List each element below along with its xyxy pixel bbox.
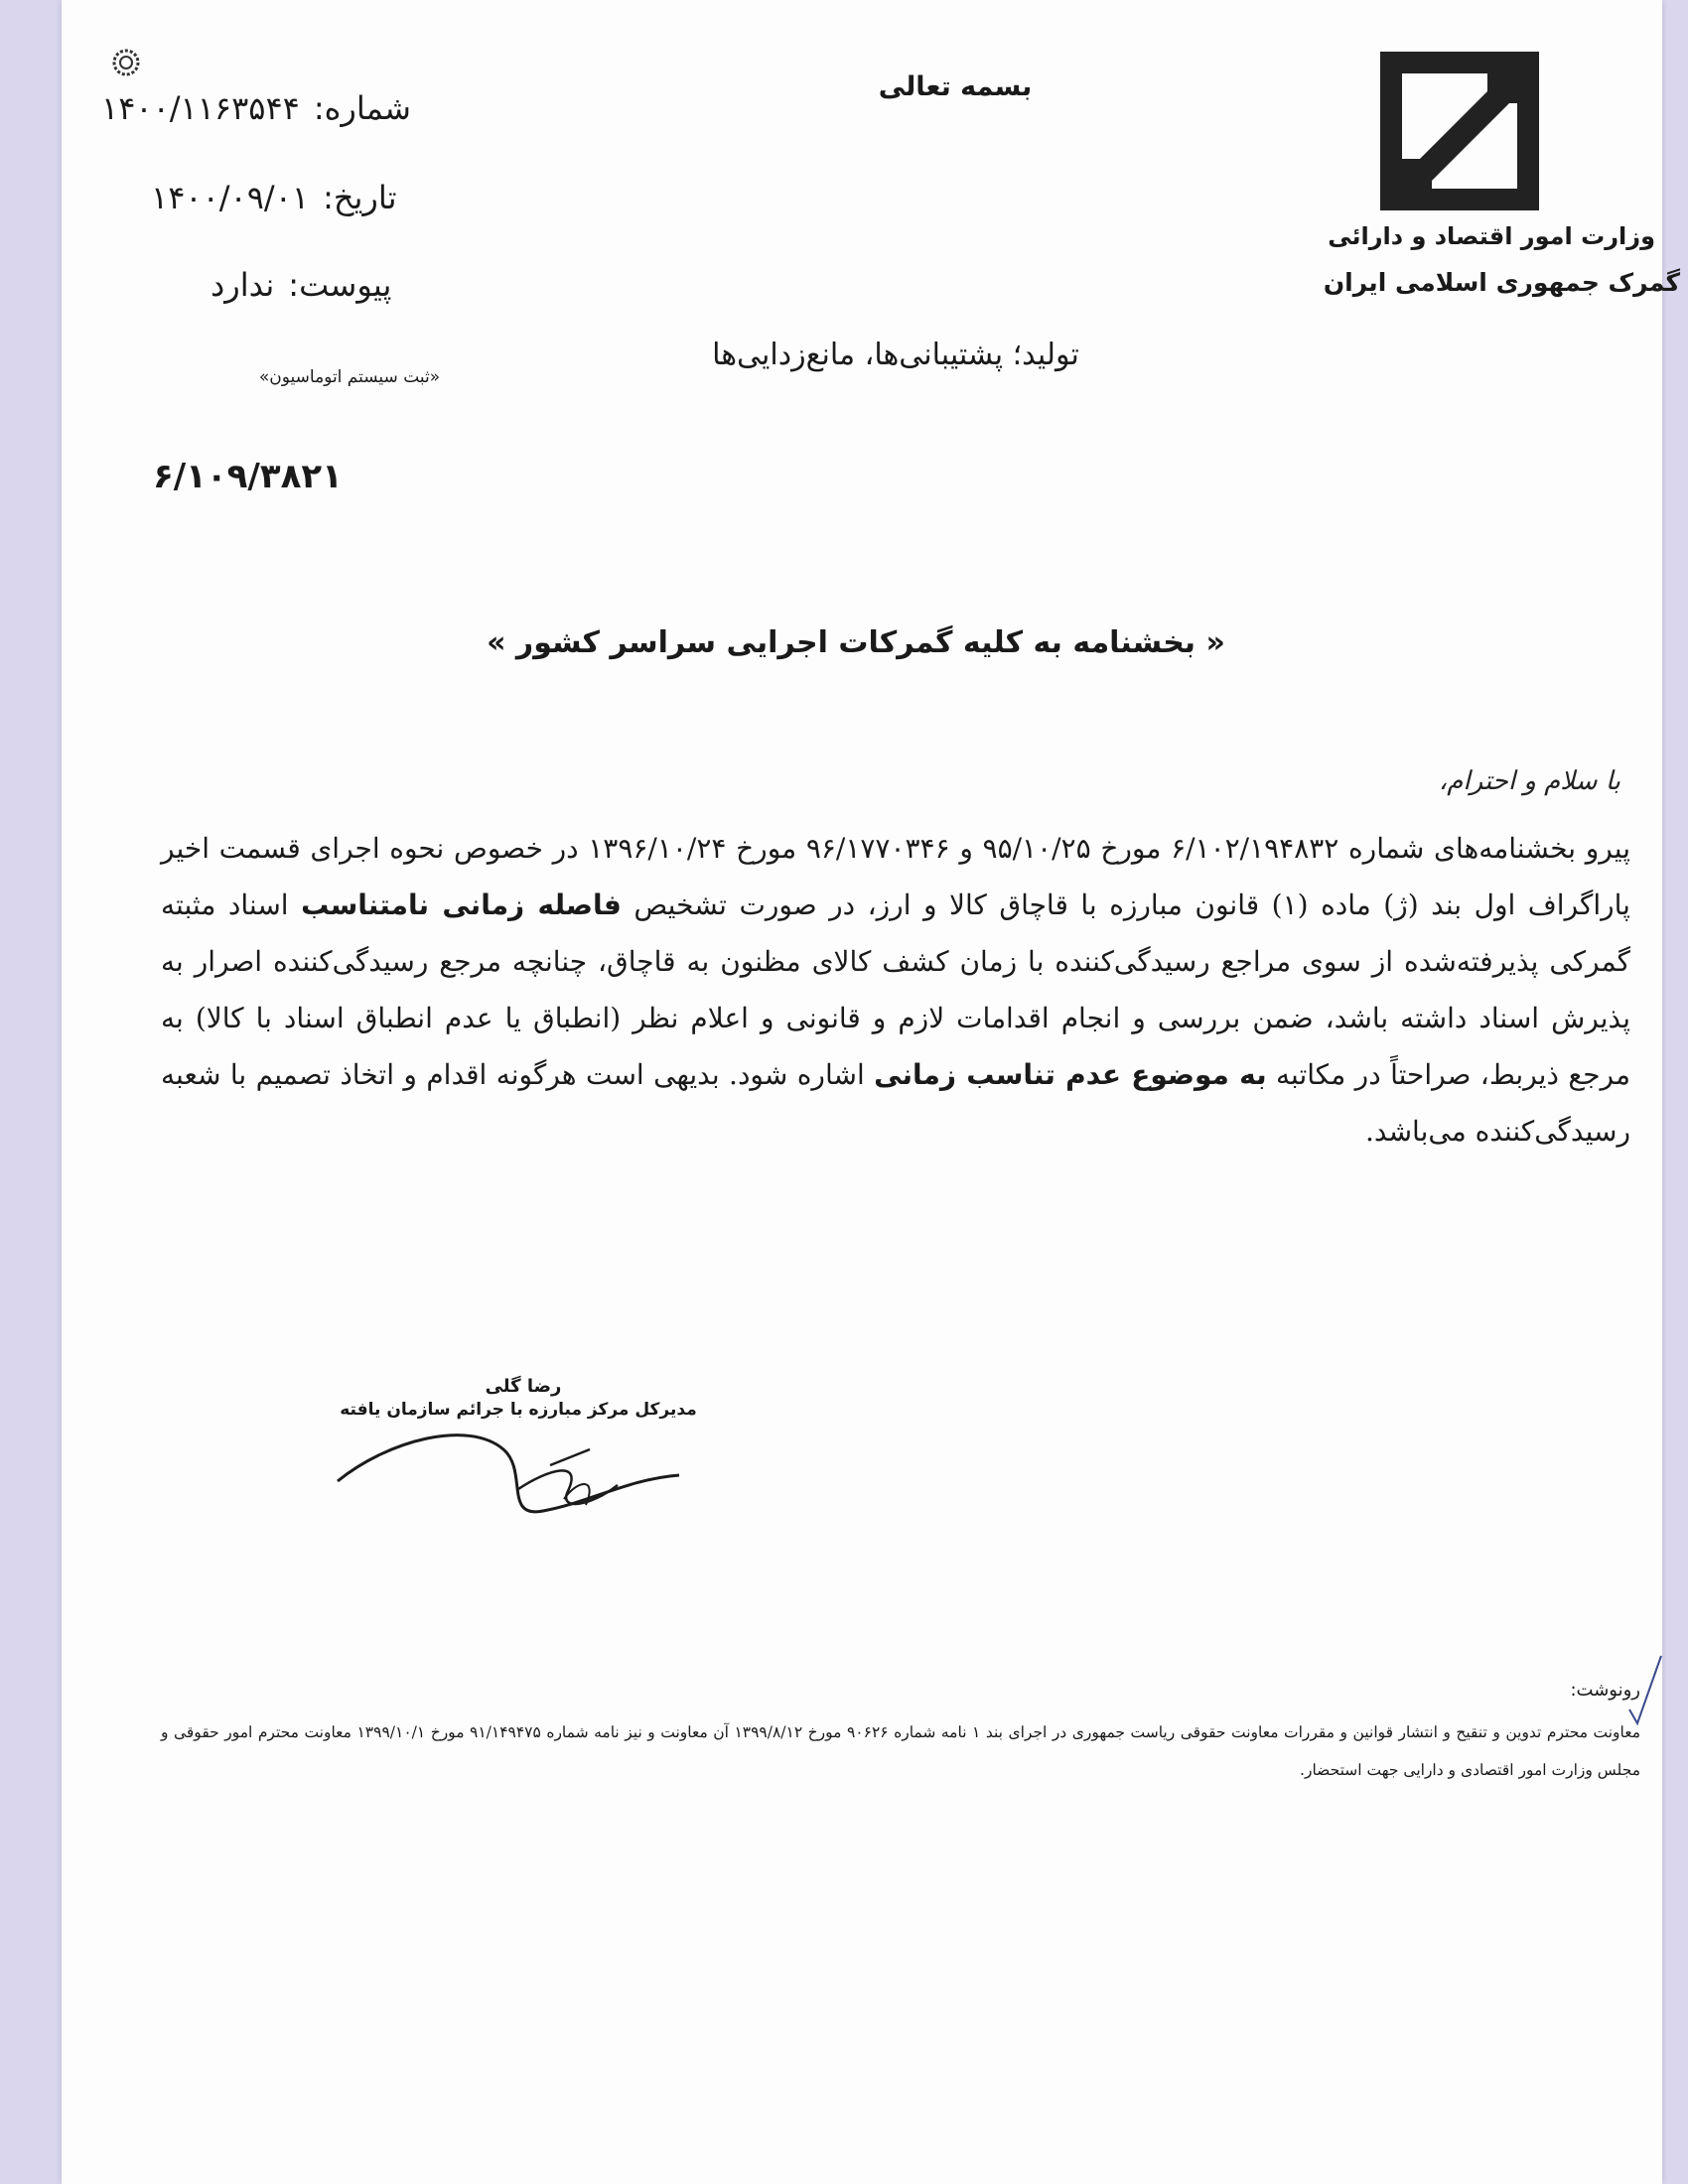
- body-bold-1: فاصله زمانی نامتناسب: [301, 888, 622, 921]
- letter-date-value: ۱۴۰۰/۰۹/۰۱: [151, 179, 310, 216]
- letter-body: [161, 820, 1630, 1160]
- letter-subject: تولید؛ پشتیبانی‌ها، مانع‌زدایی‌ها: [712, 338, 1079, 372]
- signature-scribble: [330, 1420, 687, 1529]
- greeting: با سلام و احترام،: [1438, 766, 1620, 796]
- seal-mark-icon: [111, 48, 141, 77]
- reference-number: ۶/۱۰۹/۳۸۲۱: [153, 457, 343, 496]
- letter-attachment: [211, 266, 538, 304]
- signer-title: مدیرکل مرکز مبارزه با جرائم سازمان یافته: [340, 1400, 697, 1420]
- customs-emblem-icon: [1380, 52, 1539, 210]
- body-part-1: پیرو بخشنامه‌های شماره ۶/۱۰۲/۱۹۴۸۳۲ مورخ ۹۵/۱۰/۲۵ و ۹۶/۱۷۷۰۳۴۶ مورخ ۱۳۹۶/۱۰/۲۴ در خصوص نحوه اجرای قسمت اخیر پاراگراف اول بند (ژ) ماده (۱) قانون مبارزه با قاچاق کالا و ارز، در صورت تشخیص: [161, 832, 1630, 921]
- letter-date: [151, 179, 538, 216]
- attachment-value: ندارد: [211, 266, 275, 304]
- letter-number-value: ۱۴۰۰/۱۱۶۳۵۴۴: [101, 89, 300, 127]
- letter-number: [101, 89, 538, 127]
- circular-heading: « بخشنامه به کلیه گمرکات اجرایی سراسر کشور »: [487, 625, 1225, 660]
- cc-recipients: معاونت محترم تدوین و تنقیح و انتشار قوانین و مقررات معاونت حقوقی ریاست جمهوری در اجرای بند ۱ نامه شماره ۹۰۶۲۶ مورخ ۱۳۹۹/۸/۱۲ آن معاونت و نیز نامه شماره ۹۱/۱۴۹۴۷۵ مورخ ۱۳۹۹/۱۰/۱ معاونت محترم امور حقوقی و مجلس وزارت امور اقتصادی و دارایی جهت استحضار.: [161, 1723, 1641, 1779]
- customs-name: گمرک جمهوری اسلامی ایران: [1323, 268, 1680, 297]
- body-part-3: اشاره شود. بدیهی است هرگونه اقدام و اتخاذ تصمیم با شعبه رسیدگی‌کننده می‌باشد.: [161, 1058, 1630, 1148]
- body-part-2: اسناد مثبته گمرکی پذیرفته‌شده از سوی مراجع رسیدگی‌کننده با زمان کشف کالای مظنون به قاچاق، چنانچه مرجع رسیدگی‌کننده اصرار به پذیرش اسناد داشته باشد، ضمن بررسی و انجام اقدامات لازم و قانونی و اعلام نظر (انطباق یا عدم انطباق اسناد با کالا) به مرجع ذیربط، صراحتاً در مکاتبه: [161, 888, 1630, 1091]
- letter-number-label: شماره:: [313, 89, 411, 127]
- attachment-label: پیوست:: [288, 266, 392, 304]
- basmala: بسمه تعالی: [878, 71, 1033, 102]
- body-bold-2: به موضوع عدم تناسب زمانی: [874, 1058, 1267, 1091]
- cc-label: رونوشت:: [1570, 1680, 1640, 1701]
- automation-registration-note: «ثبت سیستم اتوماسیون»: [258, 367, 441, 387]
- ministry-name: وزارت امور اقتصاد و دارائی: [1328, 222, 1655, 250]
- signer-name: رضا گلی: [485, 1376, 562, 1397]
- letter-date-label: تاریخ:: [323, 179, 397, 216]
- letter-page: [62, 0, 1680, 2184]
